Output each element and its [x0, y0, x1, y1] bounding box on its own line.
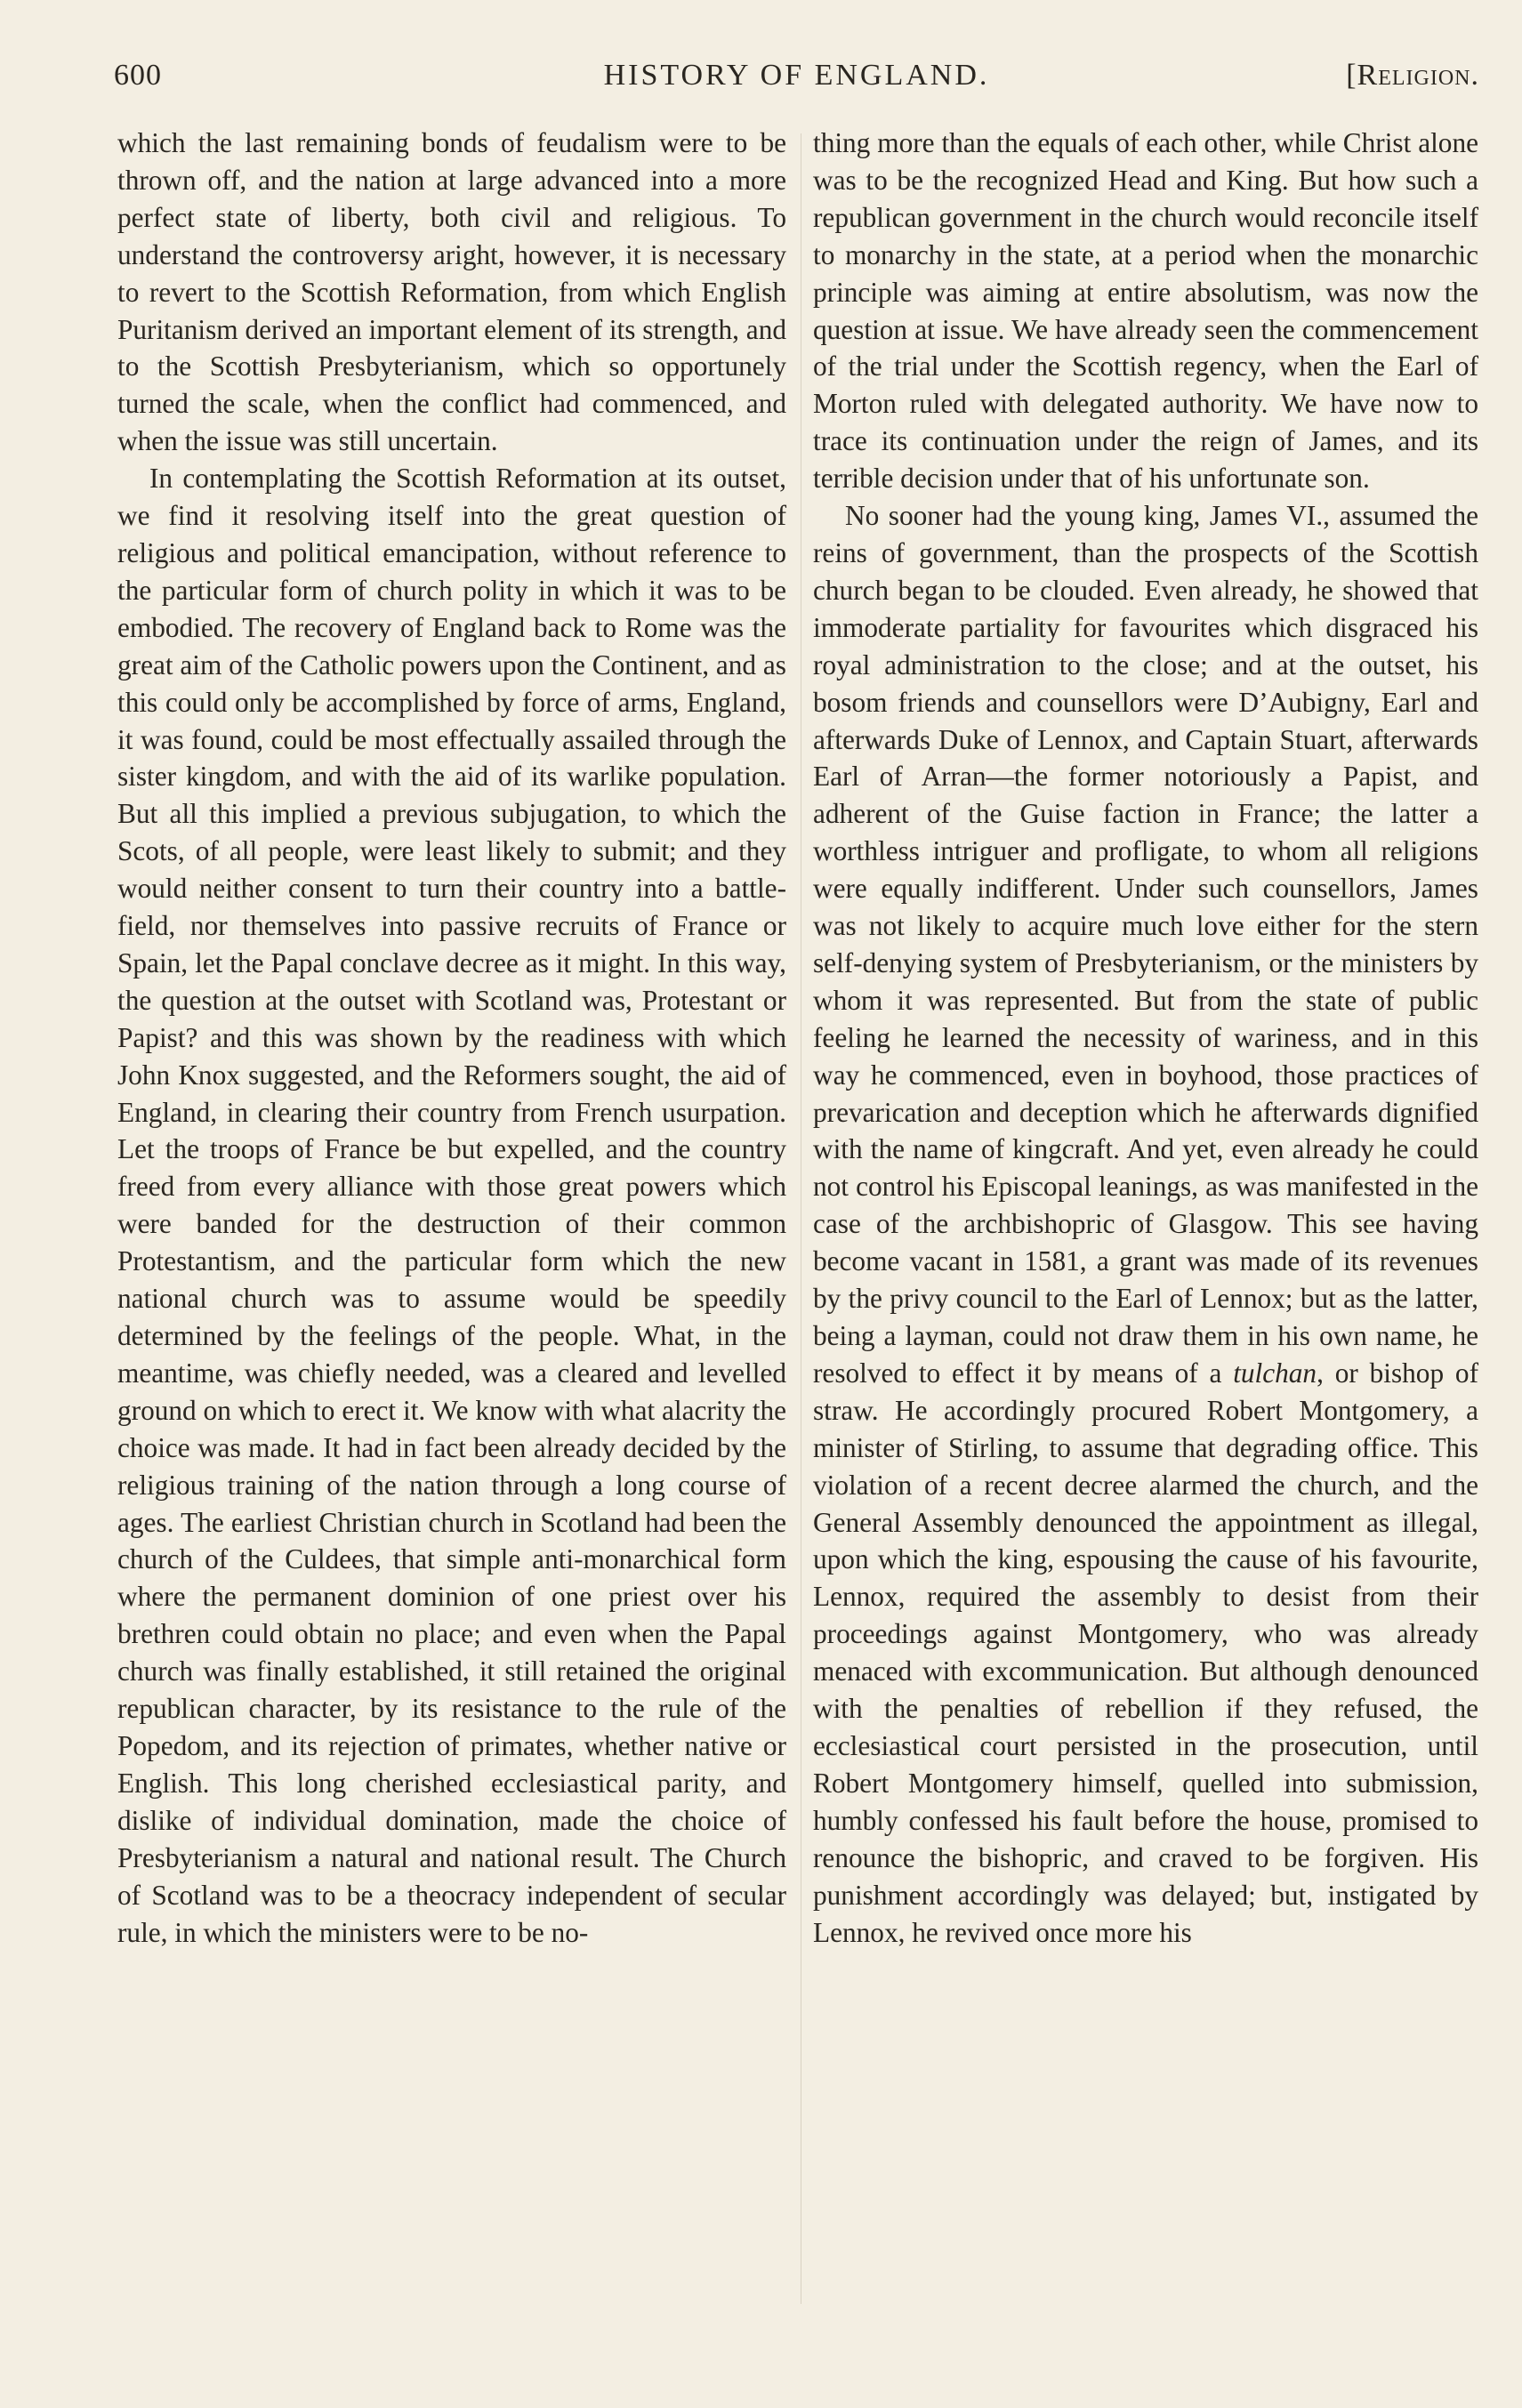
- tulchan-term: tulchan: [1233, 1357, 1317, 1389]
- right-paragraph-2-text-b: , or bishop of straw. He accordingly procured Robert Montgomery, a minister of Stirling, to assume that degrading office. This violation of a recent decree alarmed the church, and the General Assembly denounced the appointment as illegal, upon which the king, espousing the cause of his favourite, Lennox, required the assembly to desist from their proceedings against Montgomery, who was already menaced with excommunication. But although denounced with the penalties of rebellion if they refused, the ecclesiastical court persisted in the prosecution, until Robert Montgomery himself, quelled into submission, humbly confessed his fault before the house, promised to renounce the bishopric, and craved to be forgiven. His punishment accordingly was delayed; but, instigated by Lennox, he revived once more his: [813, 1357, 1478, 1948]
- right-column: [813, 125, 1478, 1951]
- running-title: HISTORY OF ENGLAND.: [603, 59, 990, 92]
- right-paragraph-2: [813, 497, 1478, 1951]
- page-number: 600: [114, 59, 162, 92]
- left-column: [117, 125, 786, 1951]
- right-paragraph-2-text-a: No sooner had the young king, James VI., assumed the reins of government, than the prospects of the Scottish church began to be clouded. Even already, he showed that immoderate partiality for favourites which disgraced his royal administration to the close; and at the outset, his bosom friends and counsellors were D’Aubigny, Earl and afterwards Duke of Lennox, and Captain Stuart, afterwards Earl of Arran—the former notoriously a Papist, and adherent of the Guise faction in France; the latter a worthless intriguer and profligate, to whom all religions were equally indifferent. Under such counsellors, James was not likely to acquire much love either for the stern self-denying system of Presbyterianism, or the ministers by whom it was represented. But from the state of public feeling he learned the necessity of wariness, and in this way he commenced, even in boyhood, those practices of prevarication and deception which he afterwards dignified with the name of kingcraft. And yet, even already he could not control his Episcopal leanings, as was manifested in the case of the archbishopric of Glasgow. This see having become vacant in 1581, a grant was made of its revenues by the privy council to the Earl of Lennox; but as the latter, being a layman, could not draw them in his own name, he resolved to effect it by means of a: [813, 500, 1478, 1389]
- running-head: [114, 59, 1479, 103]
- left-paragraph-1: which the last remaining bonds of feudalism were to be thrown off, and the nation at large advanced into a more perfect state of liberty, both civil and religious. To understand the controversy aright, however, it is necessary to revert to the Scottish Reformation, from which English Puritanism derived an important element of its strength, and to the Scottish Presbyterianism, which so opportunely turned the scale, when the conflict had commenced, and when the issue was still uncertain.: [117, 127, 786, 457]
- right-paragraph-1: thing more than the equals of each other, while Christ alone was to be the recognized Head and King. But how such a republican government in the church would reconcile itself to monarchy in the state, at a period when the monarchic principle was aiming at entire absolutism, was now the question at issue. We have already seen the commencement of the trial under the Scottish regency, when the Earl of Morton ruled with delegated authority. We have now to trace its continuation under the reign of James, and its terrible decision under that of his unfortunate son.: [813, 127, 1478, 495]
- section-label: [Religion.: [1346, 59, 1479, 92]
- left-paragraph-2: In contemplating the Scottish Reformation at its outset, we find it resolving itself into the great question of religious and political emancipation, without reference to the particular form of church polity in which it was to be embodied. The recovery of England back to Rome was the great aim of the Catholic powers upon the Continent, and as this could only be accomplished by force of arms, England, it was found, could be most effectually assailed through the sister kingdom, and with the aid of its warlike population. But all this implied a previous subjugation, to which the Scots, of all people, were least likely to submit; and they would neither consent to turn their country into a battle-field, nor themselves into passive recruits of France or Spain, let the Papal conclave decree as it might. In this way, the question at the outset with Scotland was, Protestant or Papist? and this was shown by the readiness with which John Knox suggested, and the Reformers sought, the aid of England, in clearing their country from French usurpation. Let the troops of France be but expelled, and the country freed from every alliance with those great powers which were banded for the destruction of their common Protestantism, and the particular form which the new national church was to assume would be speedily determined by the feelings of the people. What, in the meantime, was chiefly needed, was a cleared and levelled ground on which to erect it. We know with what alacrity the choice was made. It had in fact been already decided by the religious training of the nation through a long course of ages. The earliest Christian church in Scotland had been the church of the Culdees, that simple anti-monarchical form where the permanent dominion of one priest over his brethren could obtain no place; and even when the Papal church was finally established, it still retained the original republican character, by its resistance to the rule of the Popedom, and its rejection of primates, whether native or English. This long cherished ecclesiastical parity, and dislike of individual domination, made the choice of Presbyterianism a natural and national result. The Church of Scotland was to be a theocracy independent of secular rule, in which the ministers were to be no-: [117, 463, 786, 1948]
